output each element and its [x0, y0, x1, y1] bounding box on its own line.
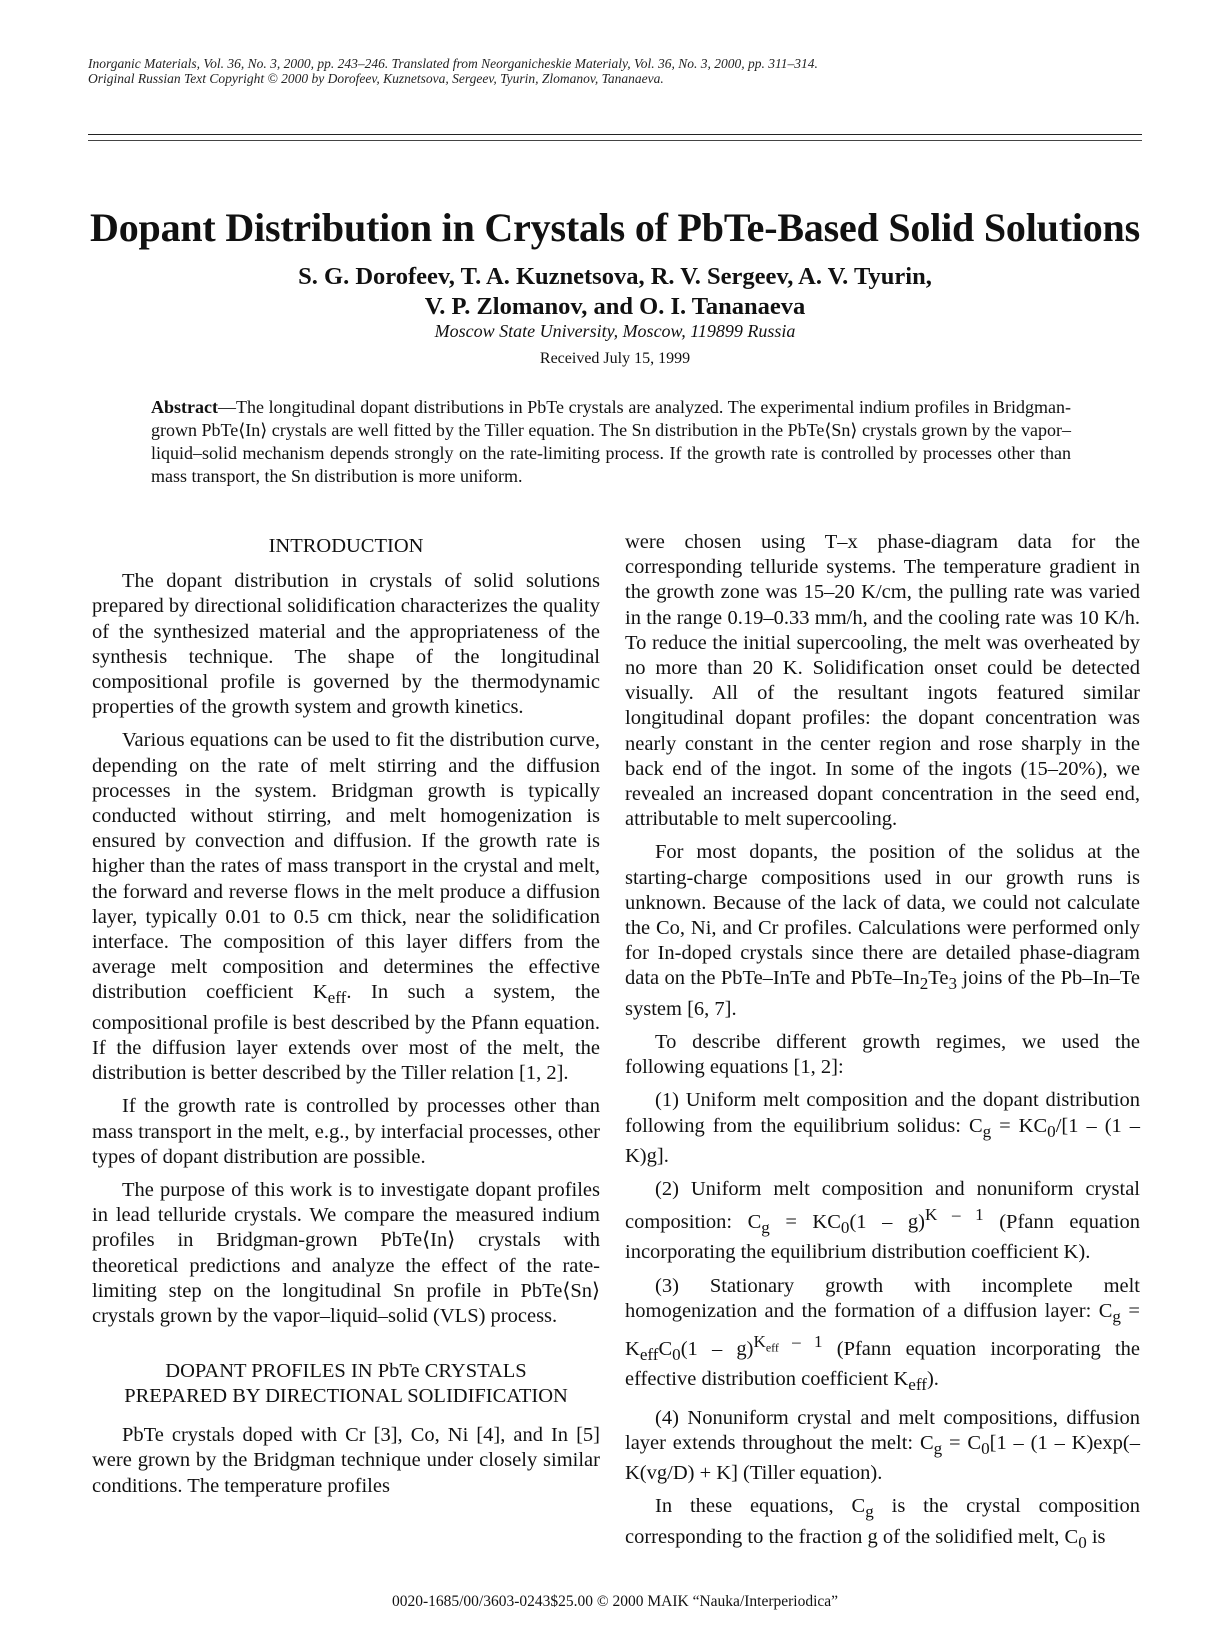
header-citation: Inorganic Materials, Vol. 36, No. 3, 2000, pp. 243–246. Translated from Neorganicheskie Materialy, Vol. 36, No. 3, 2000, pp. 311–314. [88, 56, 818, 71]
equation-text: = K [625, 1299, 1140, 1360]
equation-text: = C [942, 1431, 982, 1454]
right-column [625, 530, 1140, 1563]
article-title: Dopant Distribution in Crystals of PbTe-Based Solid Solutions [90, 205, 1140, 250]
received-date: Received July 15, 1999 [539, 350, 691, 367]
paragraph-text: joins of the Pb–In–Te system [6, 7]. [625, 967, 1140, 1020]
subscript: g [1112, 1306, 1121, 1326]
paragraph-text: is the crystal composition corresponding to the fraction g of the solidified melt, C [625, 1495, 1140, 1548]
rule-thick [88, 134, 1142, 135]
paragraph [92, 728, 600, 1086]
equation-text: [1 – (1 – K)exp(–K(vg/D) + K] (Tiller equation). [625, 1431, 1140, 1485]
subscript: eff [765, 1340, 779, 1355]
subscript: g [761, 1218, 770, 1238]
paragraph-text: Te [928, 967, 949, 990]
paragraph-text: . In such a system, the compositional profile is best described by the Pfann equation. If the diffusion layer extends over most of the melt, the distribution is better described by the Tiller relation [1, 2]. [92, 981, 600, 1085]
subscript: 0 [1078, 1532, 1087, 1552]
section-heading-introduction: INTRODUCTION [268, 535, 424, 557]
equation-text: (1 – g) [849, 1211, 925, 1234]
paragraph: The purpose of this work is to investigate dopant profiles in lead telluride crystals. We compare the measured indium profiles in Bridgman-grown PbTe⟨In⟩ crystals with theoretical predictions and analyze the effect of the rate-limiting step on the longitudinal Sn profile in PbTe⟨Sn⟩ crystals grown by the vapor–liquid–solid (VLS) process. [92, 1178, 600, 1327]
section-heading-line: DOPANT PROFILES IN PbTe CRYSTALS [165, 1360, 527, 1383]
abstract-text: —The longitudinal dopant distributions in PbTe crystals are analyzed. The experimental indium profiles in Bridgman-grown PbTe⟨In⟩ crystals are well fitted by the Tiller equation. The Sn distribution in the PbTe⟨Sn⟩ crystals grown by the vapor–liquid–solid mechanism depends strongly on the rate-limiting process. If the growth rate is controlled by processes other than mass transport, the Sn distribution is more uniform. [151, 397, 1071, 486]
subscript: 2 [919, 974, 929, 994]
equation-text: (Pfann equation incorporating the effective distribution coefficient K [625, 1337, 1140, 1391]
section-heading-dopant-profiles [92, 1359, 600, 1409]
equation-text: C [658, 1337, 673, 1360]
abstract-label: Abstract [151, 397, 218, 417]
paragraph [625, 840, 1140, 1022]
paragraph-text: is [1086, 1525, 1106, 1548]
equation-item-2 [625, 1177, 1140, 1266]
paragraph: PbTe crystals doped with Cr [3], Co, Ni [4], and In [5] were grown by the Bridgman technique under closely similar conditions. The temperature profiles [92, 1424, 600, 1497]
equation-text: = KC [769, 1211, 841, 1234]
equation-text: /[1 – (1 – K)g]. [625, 1114, 1140, 1167]
subscript: g [865, 1502, 874, 1522]
paragraph-text: In these equations, C [655, 1495, 866, 1518]
header-copyright: Original Russian Text Copyright © 2000 by Dorofeev, Kuznetsova, Sergeev, Tyurin, Zlomanov, Tananaeva. [88, 71, 664, 86]
authors-line-1: S. G. Dorofeev, T. A. Kuznetsova, R. V. Sergeev, A. V. Tyurin, [298, 263, 932, 290]
paragraph-text: For most dopants, the position of the solidus at the starting-charge compositions used in our growth runs is unknown. Because of the lack of data, we could not calculate the Co, Ni, and Cr profiles. Calculations were performed only for In-doped crystals since there are detailed phase-diagram data on the PbTe–InTe and PbTe–In [625, 841, 1140, 990]
equation-text: (1 – g) [680, 1337, 754, 1360]
paragraph: If the growth rate is controlled by processes other than mass transport in the melt, e.g., by interfacial processes, other types of dopant distribution are possible. [92, 1095, 600, 1168]
superscript-text: – 1 [778, 1332, 823, 1352]
rule-thin [88, 140, 1142, 141]
paragraph: were chosen using T–x phase-diagram data for the corresponding telluride systems. The temperature gradient in the growth zone was 15–20 K/cm, the pulling rate was varied in the range 0.19–0.33 mm/h, and the cooling rate was 10 K/h. To reduce the initial supercooling, the melt was overheated by no more than 20 K. Solidification onset could be detected visually. All of the resultant ingots featured similar longitudinal dopant profiles: the dopant concentration was nearly constant in the center region and rose sharply in the back end of the ingot. In some of the ingots (15–20%), we revealed an increased dopant concentration in the seed end, attributable to melt supercooling. [625, 531, 1140, 831]
equation-item-1 [625, 1088, 1140, 1169]
subscript: eff [639, 1345, 659, 1365]
page-footer: 0020-1685/00/3603-0243$25.00 © 2000 MAIK “Nauka/Interperiodica” [391, 1593, 839, 1610]
journal-header [88, 56, 1148, 86]
equation-text: (4) Nonuniform crystal and melt compositions, diffusion layer extends throughout the melt: C [625, 1406, 1140, 1454]
subscript: 3 [948, 974, 958, 994]
author-list [0, 262, 1230, 322]
paragraph: The dopant distribution in crystals of solid solutions prepared by directional solidification characterizes the quality of the synthesized material and the appropriateness of the synthesis technique. The shape of the longitudinal compositional profile is governed by the thermodynamic properties of the growth system and growth kinetics. [92, 570, 600, 719]
superscript: K – 1 [924, 1205, 984, 1225]
subscript: eff [327, 988, 347, 1008]
left-column [92, 534, 600, 1507]
paragraph [625, 1494, 1140, 1555]
section-heading-line: PREPARED BY DIRECTIONAL SOLIDIFICATION [124, 1385, 568, 1408]
equation-text: (2) Uniform melt composition and nonuniform crystal composition: C [625, 1178, 1140, 1234]
abstract [151, 396, 1071, 488]
equation-text: (Pfann equation incorporating the equilibrium distribution coefficient K). [625, 1211, 1141, 1264]
equation-text: ). [926, 1368, 939, 1391]
subscript: g [982, 1121, 992, 1141]
equation-text: (3) Stationary growth with incomplete melt homogenization and the formation of a diffusion layer: C [625, 1274, 1140, 1322]
paragraph-text: Various equations can be used to fit the distribution curve, depending on the rate of melt stirring and the diffusion processes in the system. Bridgman growth is typically conducted without stirring, and melt homogenization is ensured by convection and diffusion. If the growth rate is higher than the rates of mass transport in the crystal and melt, the forward and reverse flows in the melt produce a diffusion layer, typically 0.01 to 0.5 cm thick, near the solidification interface. The composition of this layer differs from the average melt composition and determines the effective distribution coefficient K [92, 729, 600, 1004]
header-rule [88, 134, 1142, 141]
subscript: eff [908, 1375, 927, 1395]
superscript-text: K [753, 1332, 766, 1352]
equation-item-3 [625, 1274, 1140, 1398]
subscript: g [933, 1438, 943, 1458]
subscript: 0 [1047, 1121, 1056, 1141]
equation-text: (1) Uniform melt composition and the dopant distribution following from the equilibrium solidus: C [625, 1089, 1140, 1137]
superscript [753, 1332, 823, 1355]
affiliation: Moscow State University, Moscow, 119899 Russia [434, 321, 796, 341]
paragraph: To describe different growth regimes, we used the following equations [1, 2]: [625, 1030, 1140, 1079]
equation-text: = KC [991, 1114, 1048, 1137]
subscript: 0 [672, 1345, 681, 1365]
authors-line-2: V. P. Zlomanov, and O. I. Tananaeva [424, 293, 806, 320]
equation-item-4 [625, 1406, 1140, 1487]
subscript: 0 [840, 1218, 850, 1238]
subscript: 0 [981, 1438, 990, 1458]
